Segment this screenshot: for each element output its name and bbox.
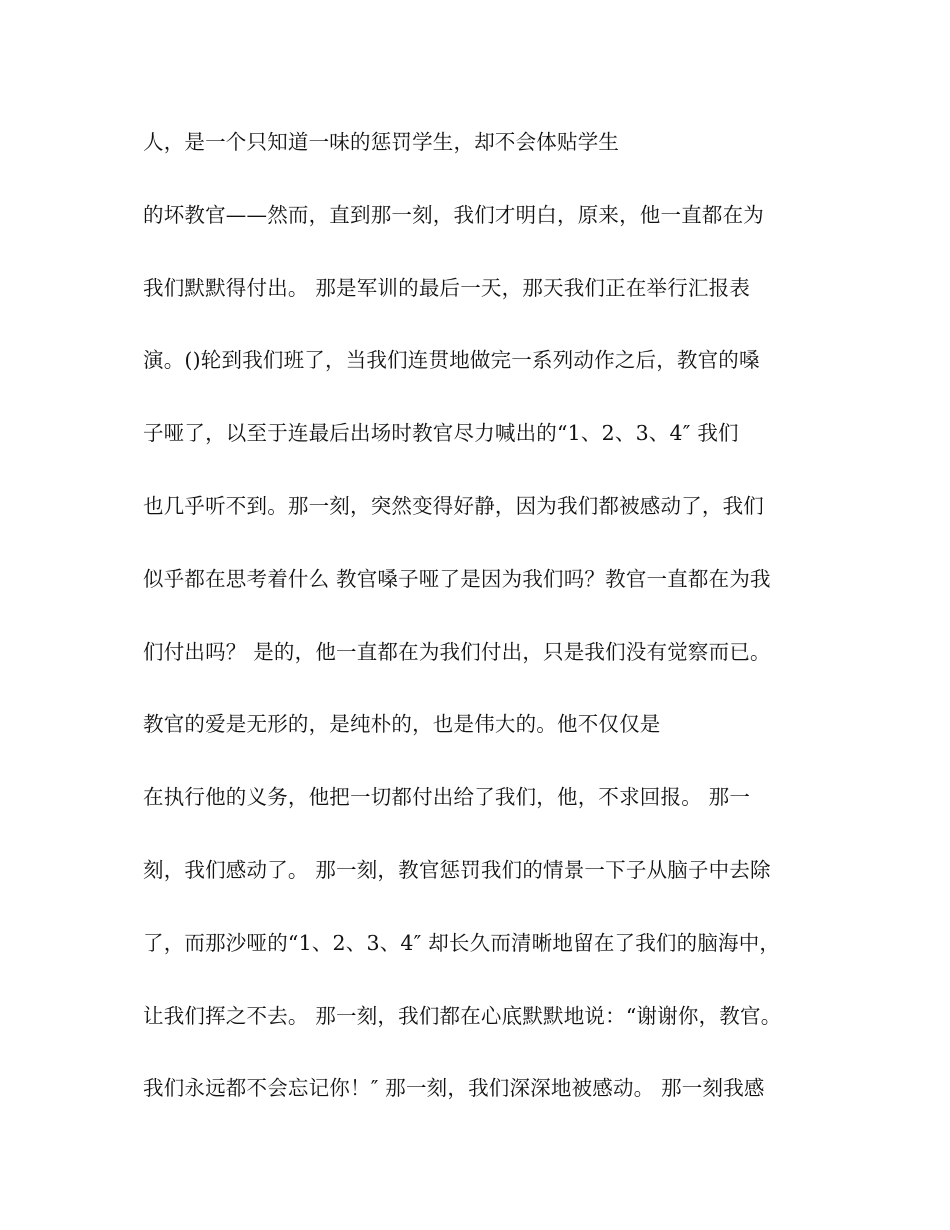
text-line: 我们默默得付出。 那是军训的最后一天，那天我们正在举行汇报表: [143, 275, 751, 300]
text-line: 了，而那沙哑的“1、2、3、4″ 却长久而清晰地留在了我们的脑海中，: [143, 930, 781, 955]
text-line: 刻，我们感动了。 那一刻，教官惩罚我们的情景一下子从脑子中去除: [143, 857, 771, 882]
text-line: 们付出吗？ 是的，他一直都在为我们付出，只是我们没有觉察而已。: [143, 639, 771, 664]
text-line: 的坏教官——然而，直到那一刻，我们才明白，原来，他一直都在为: [143, 202, 764, 227]
text-line: 让我们挥之不去。 那一刻，我们都在心底默默地说：“谢谢你，教官。: [143, 1003, 782, 1028]
text-line: 演。()轮到我们班了，当我们连贯地做完一系列动作之后，教官的嗓: [143, 348, 760, 373]
text-line: 在执行他的义务，他把一切都付出给了我们，他，不求回报。 那一: [143, 785, 751, 810]
text-line: 也几乎听不到。那一刻，突然变得好静，因为我们都被感动了，我们: [143, 493, 764, 518]
text-line: 似乎都在思考着什么 教官嗓子哑了是因为我们吗？教官一直都在为我: [143, 566, 771, 591]
text-line: 人，是一个只知道一味的惩罚学生，却不会体贴学生: [143, 130, 620, 154]
document-body: [143, 122, 823, 1141]
text-line: 我们永远都不会忘记你！″ 那一刻，我们深深地被感动。 那一刻我感: [143, 1076, 765, 1101]
text-line: 教官的爱是无形的，是纯朴的，也是伟大的。他不仅仅是: [143, 712, 661, 737]
text-line: 子哑了，以至于连最后出场时教官尽力喊出的“1、2、3、4″ 我们: [143, 421, 739, 446]
